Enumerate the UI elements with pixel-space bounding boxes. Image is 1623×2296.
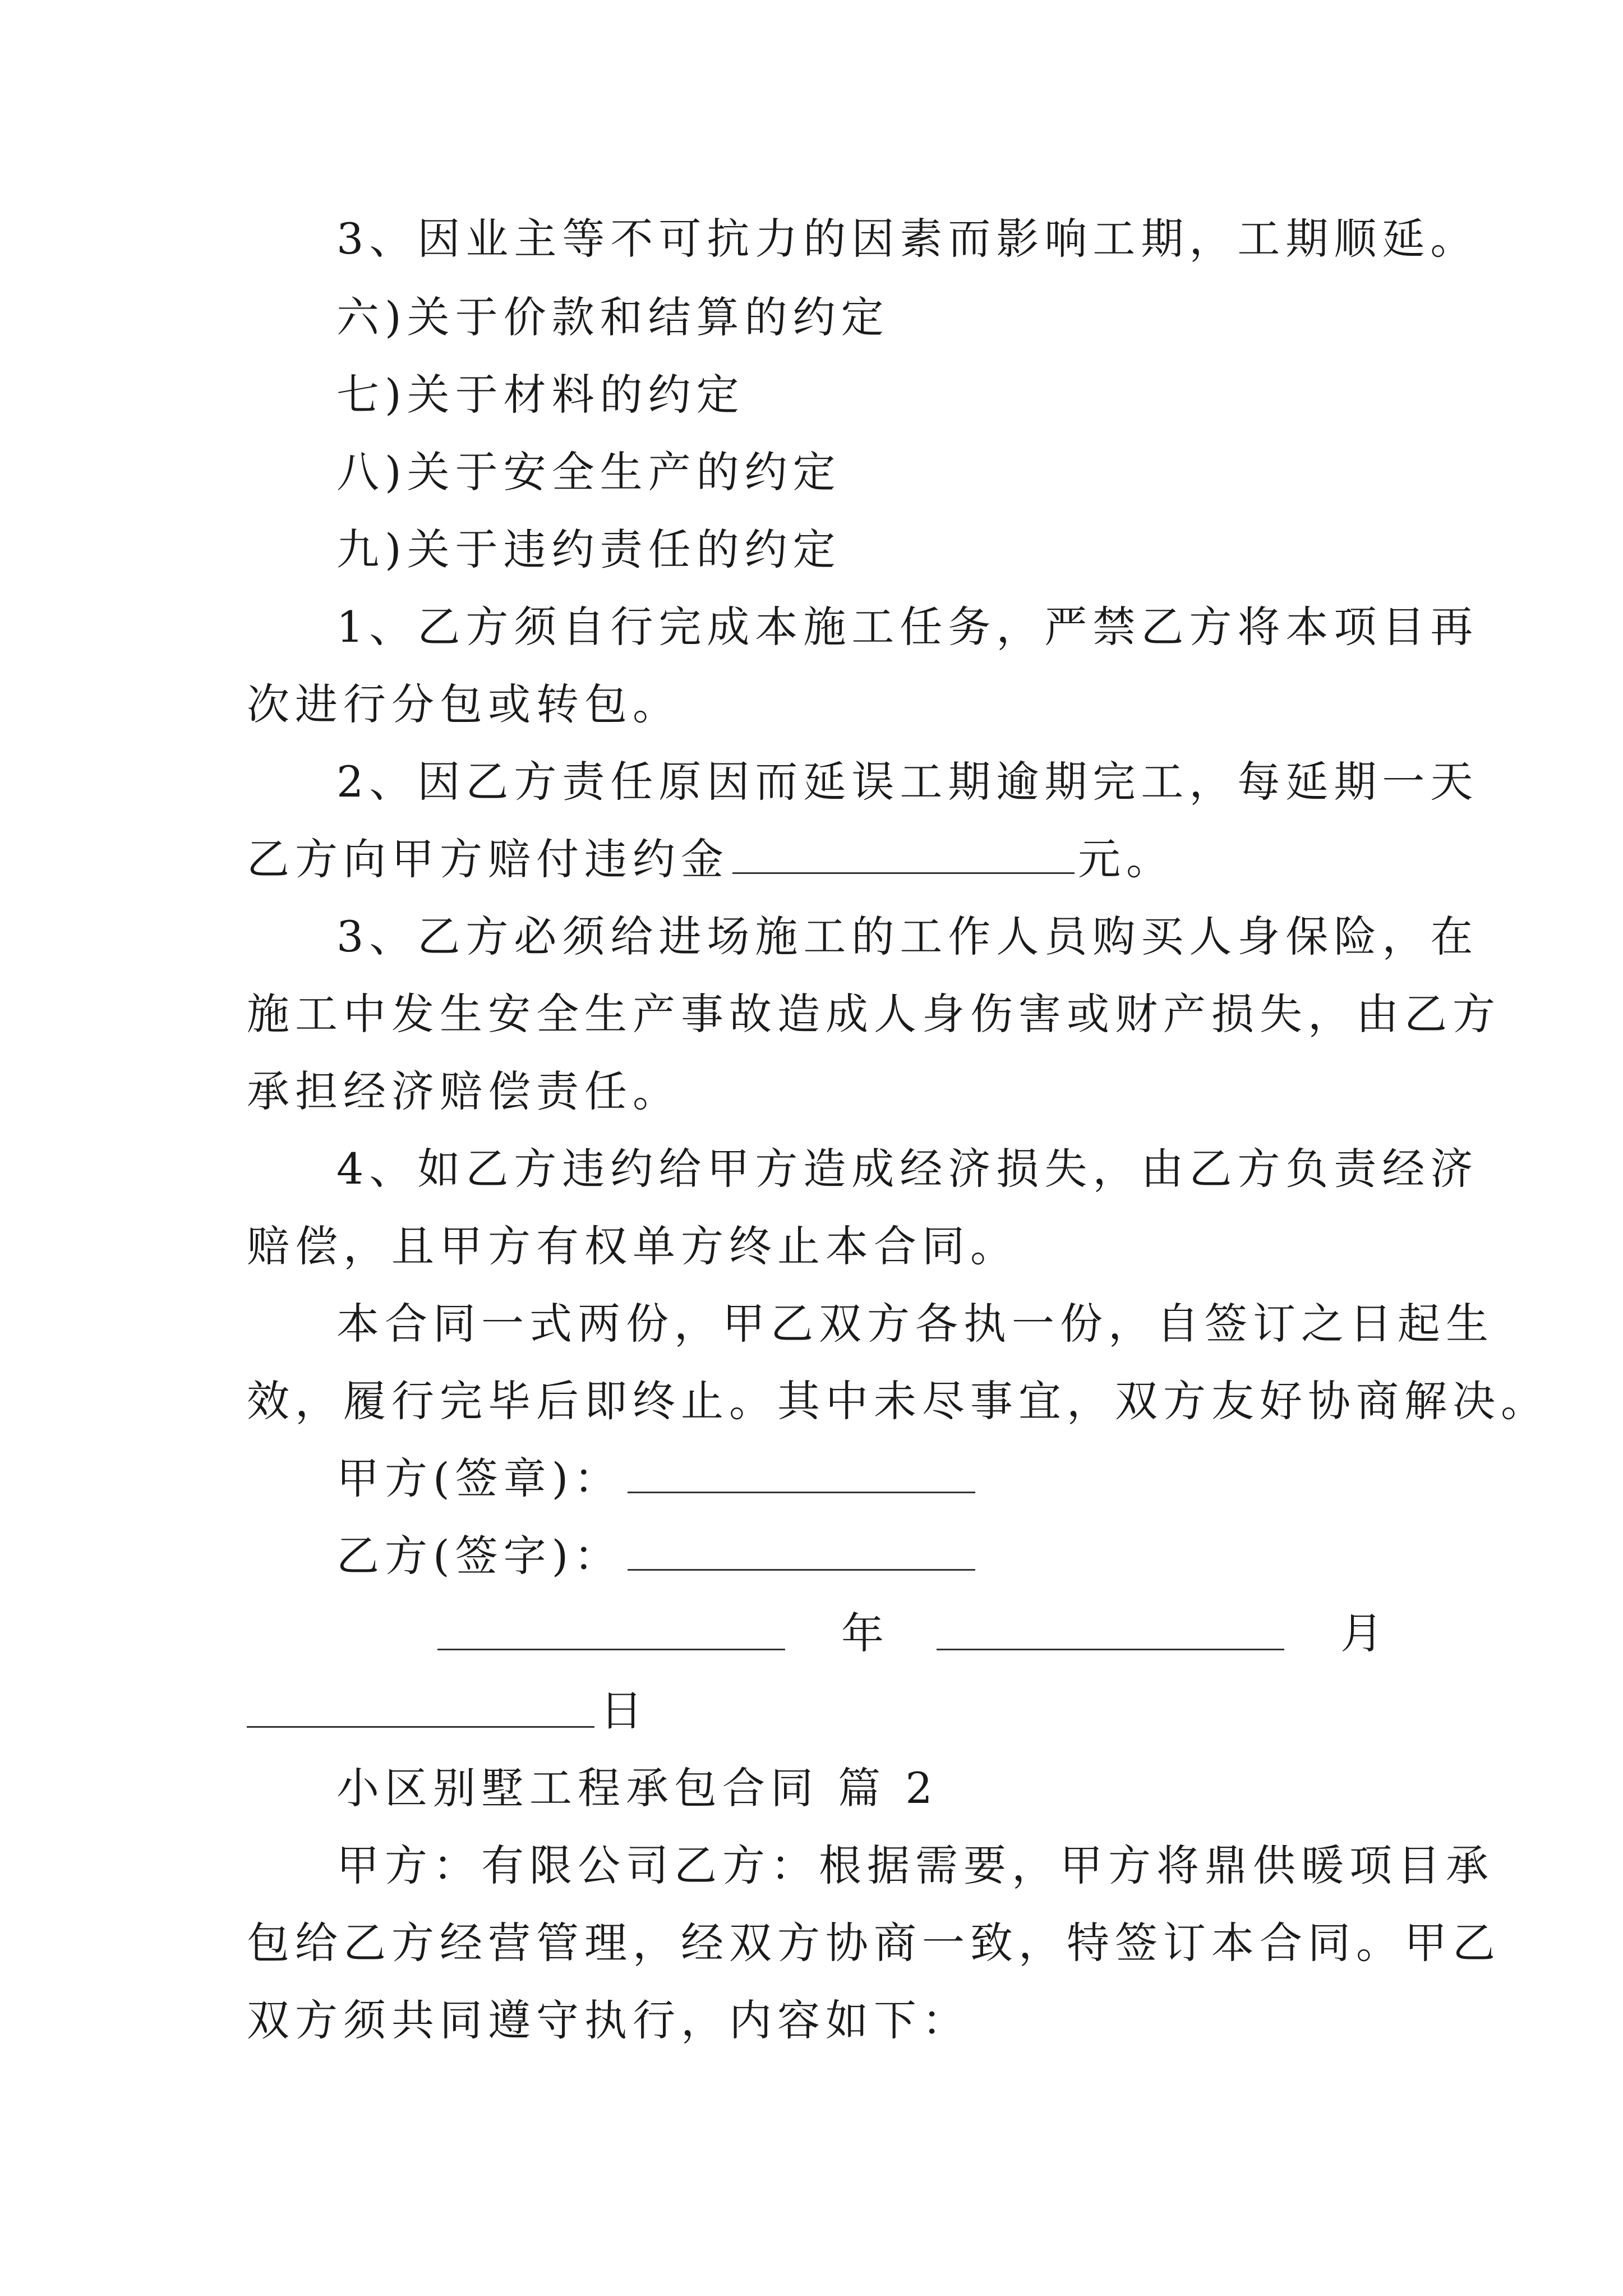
contract-2-intro-line-2: 包给乙方经营管理，经双方协商一致，特签订本合同。甲乙 (247, 1918, 1501, 1968)
clause-9-4-line-2: 赔偿，且甲方有权单方终止本合同。 (247, 1221, 1018, 1271)
section-7-heading: 七)关于材料的约定 (336, 370, 745, 420)
section-6-heading: 六)关于价款和结算的约定 (336, 292, 889, 342)
party-a-signature-blank (628, 1458, 975, 1493)
clause-9-3-line-1: 3、乙方必须给进场施工的工作人员购买人身保险，在 (336, 912, 1479, 961)
party-a-label: 甲方(签章)： (336, 1453, 623, 1503)
penalty-text: 乙方向甲方赔付违约金 (247, 834, 729, 884)
month-blank (937, 1649, 1284, 1650)
clause-9-3-line-2: 施工中发生安全生产事故造成人身伤害或财产损失，由乙方 (247, 989, 1501, 1039)
day-line (247, 1684, 1385, 1738)
clause-5-3: 3、因业主等不可抗力的因素而影响工期，工期顺延。 (336, 214, 1479, 264)
clause-9-4-line-1: 4、如乙方违约给甲方造成经济损失，由乙方负责经济 (336, 1144, 1479, 1194)
clause-9-1-line-2: 次进行分包或转包。 (247, 679, 681, 729)
party-b-signature (336, 1529, 975, 1583)
party-b-label: 乙方(签字)： (336, 1531, 623, 1581)
section-9-heading: 九)关于违约责任的约定 (336, 524, 841, 574)
penalty-amount-blank (732, 839, 1075, 874)
year-blank (437, 1649, 785, 1650)
penalty-unit: 元。 (1078, 834, 1174, 884)
year-label: 年 (841, 1608, 884, 1658)
contract-2-intro-line-3: 双方须共同遵守执行，内容如下： (247, 1995, 970, 2045)
day-label: 日 (600, 1686, 643, 1736)
clause-9-1-line-1: 1、乙方须自行完成本施工任务，严禁乙方将本项目再 (336, 602, 1479, 652)
contract-2-title: 小区别墅工程承包合同 篇 2 (336, 1763, 938, 1813)
party-b-signature-blank (628, 1535, 975, 1571)
party-a-signature (336, 1452, 975, 1506)
date-line (247, 1607, 1385, 1660)
closing-line-1: 本合同一式两份，甲乙双方各执一份，自签订之日起生 (336, 1299, 1494, 1349)
clause-9-3-line-3: 承担经济赔偿责任。 (247, 1066, 681, 1116)
clause-9-2-line-2 (247, 832, 1174, 886)
contract-2-intro-line-1: 甲方：有限公司乙方：根据需要，甲方将鼎供暖项目承 (336, 1841, 1494, 1890)
closing-line-2: 效，履行完毕后即终止。其中未尽事宜，双方友好协商解决。 (247, 1376, 1549, 1426)
section-8-heading: 八)关于安全生产的约定 (336, 447, 841, 497)
day-blank (247, 1726, 594, 1728)
month-label: 月 (1340, 1608, 1383, 1658)
clause-9-2-line-1: 2、因乙方责任原因而延误工期逾期完工，每延期一天 (336, 757, 1479, 807)
